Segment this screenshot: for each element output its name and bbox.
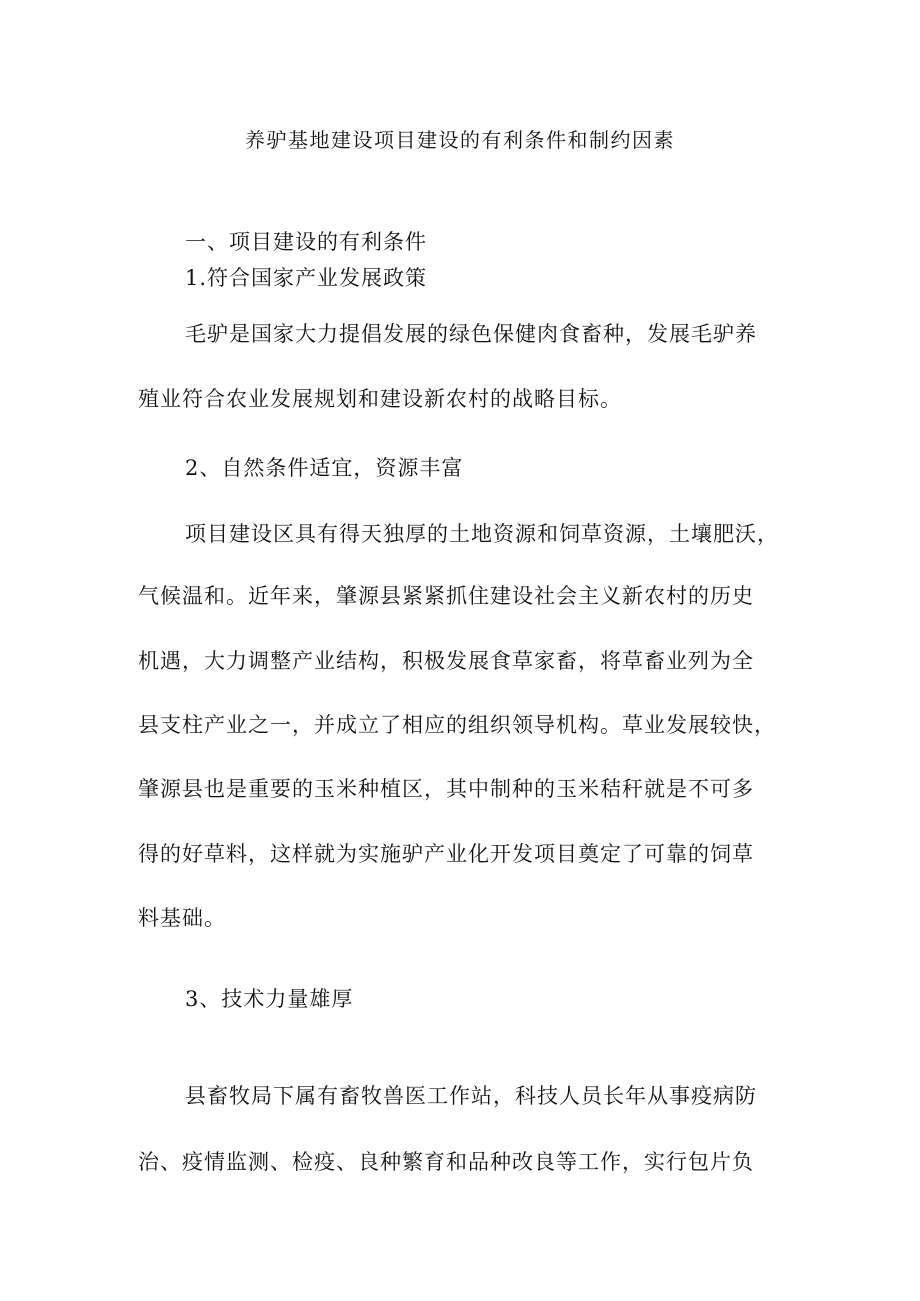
paragraph-line: 县支柱产业之一，并成立了相应的组织领导机构。草业发展较快， — [138, 713, 776, 737]
subsection-heading-technical-strength: 3、技术力量雄厚 — [185, 987, 354, 1011]
paragraph-line: 得的好草料，这样就为实施驴产业化开发项目奠定了可靠的饲草 — [138, 842, 754, 866]
paragraph-line: 县畜牧局下属有畜牧兽医工作站，科技人员长年从事疫病防 — [185, 1084, 757, 1108]
paragraph-line: 机遇，大力调整产业结构，积极发展食草家畜，将草畜业列为全 — [138, 649, 754, 673]
section-heading-favorable-conditions: 一、项目建设的有利条件 — [185, 230, 427, 254]
paragraph-line: 项目建设区具有得天独厚的土地资源和饲草资源，土壤肥沃， — [185, 522, 779, 546]
paragraph-line: 殖业符合农业发展规划和建设新农村的战略目标。 — [138, 387, 622, 411]
paragraph-line: 治、疫情监测、检疫、良种繁育和品种改良等工作，实行包片负 — [138, 1150, 754, 1174]
paragraph-line: 料基础。 — [138, 906, 226, 930]
paragraph-line: 肇源县也是重要的玉米种植区，其中制种的玉米秸秆就是不可多 — [138, 777, 754, 801]
paragraph-line: 气候温和。近年来，肇源县紧紧抓住建设社会主义新农村的历史 — [138, 584, 754, 608]
subsection-heading-policy: 1.符合国家产业发展政策 — [185, 266, 428, 290]
document-title: 养驴基地建设项目建设的有利条件和制约因素 — [245, 128, 675, 152]
paragraph-line: 毛驴是国家大力提倡发展的绿色保健肉食畜种，发展毛驴养 — [185, 322, 757, 346]
subsection-heading-natural-conditions: 2、自然条件适宜，资源丰富 — [185, 456, 464, 480]
